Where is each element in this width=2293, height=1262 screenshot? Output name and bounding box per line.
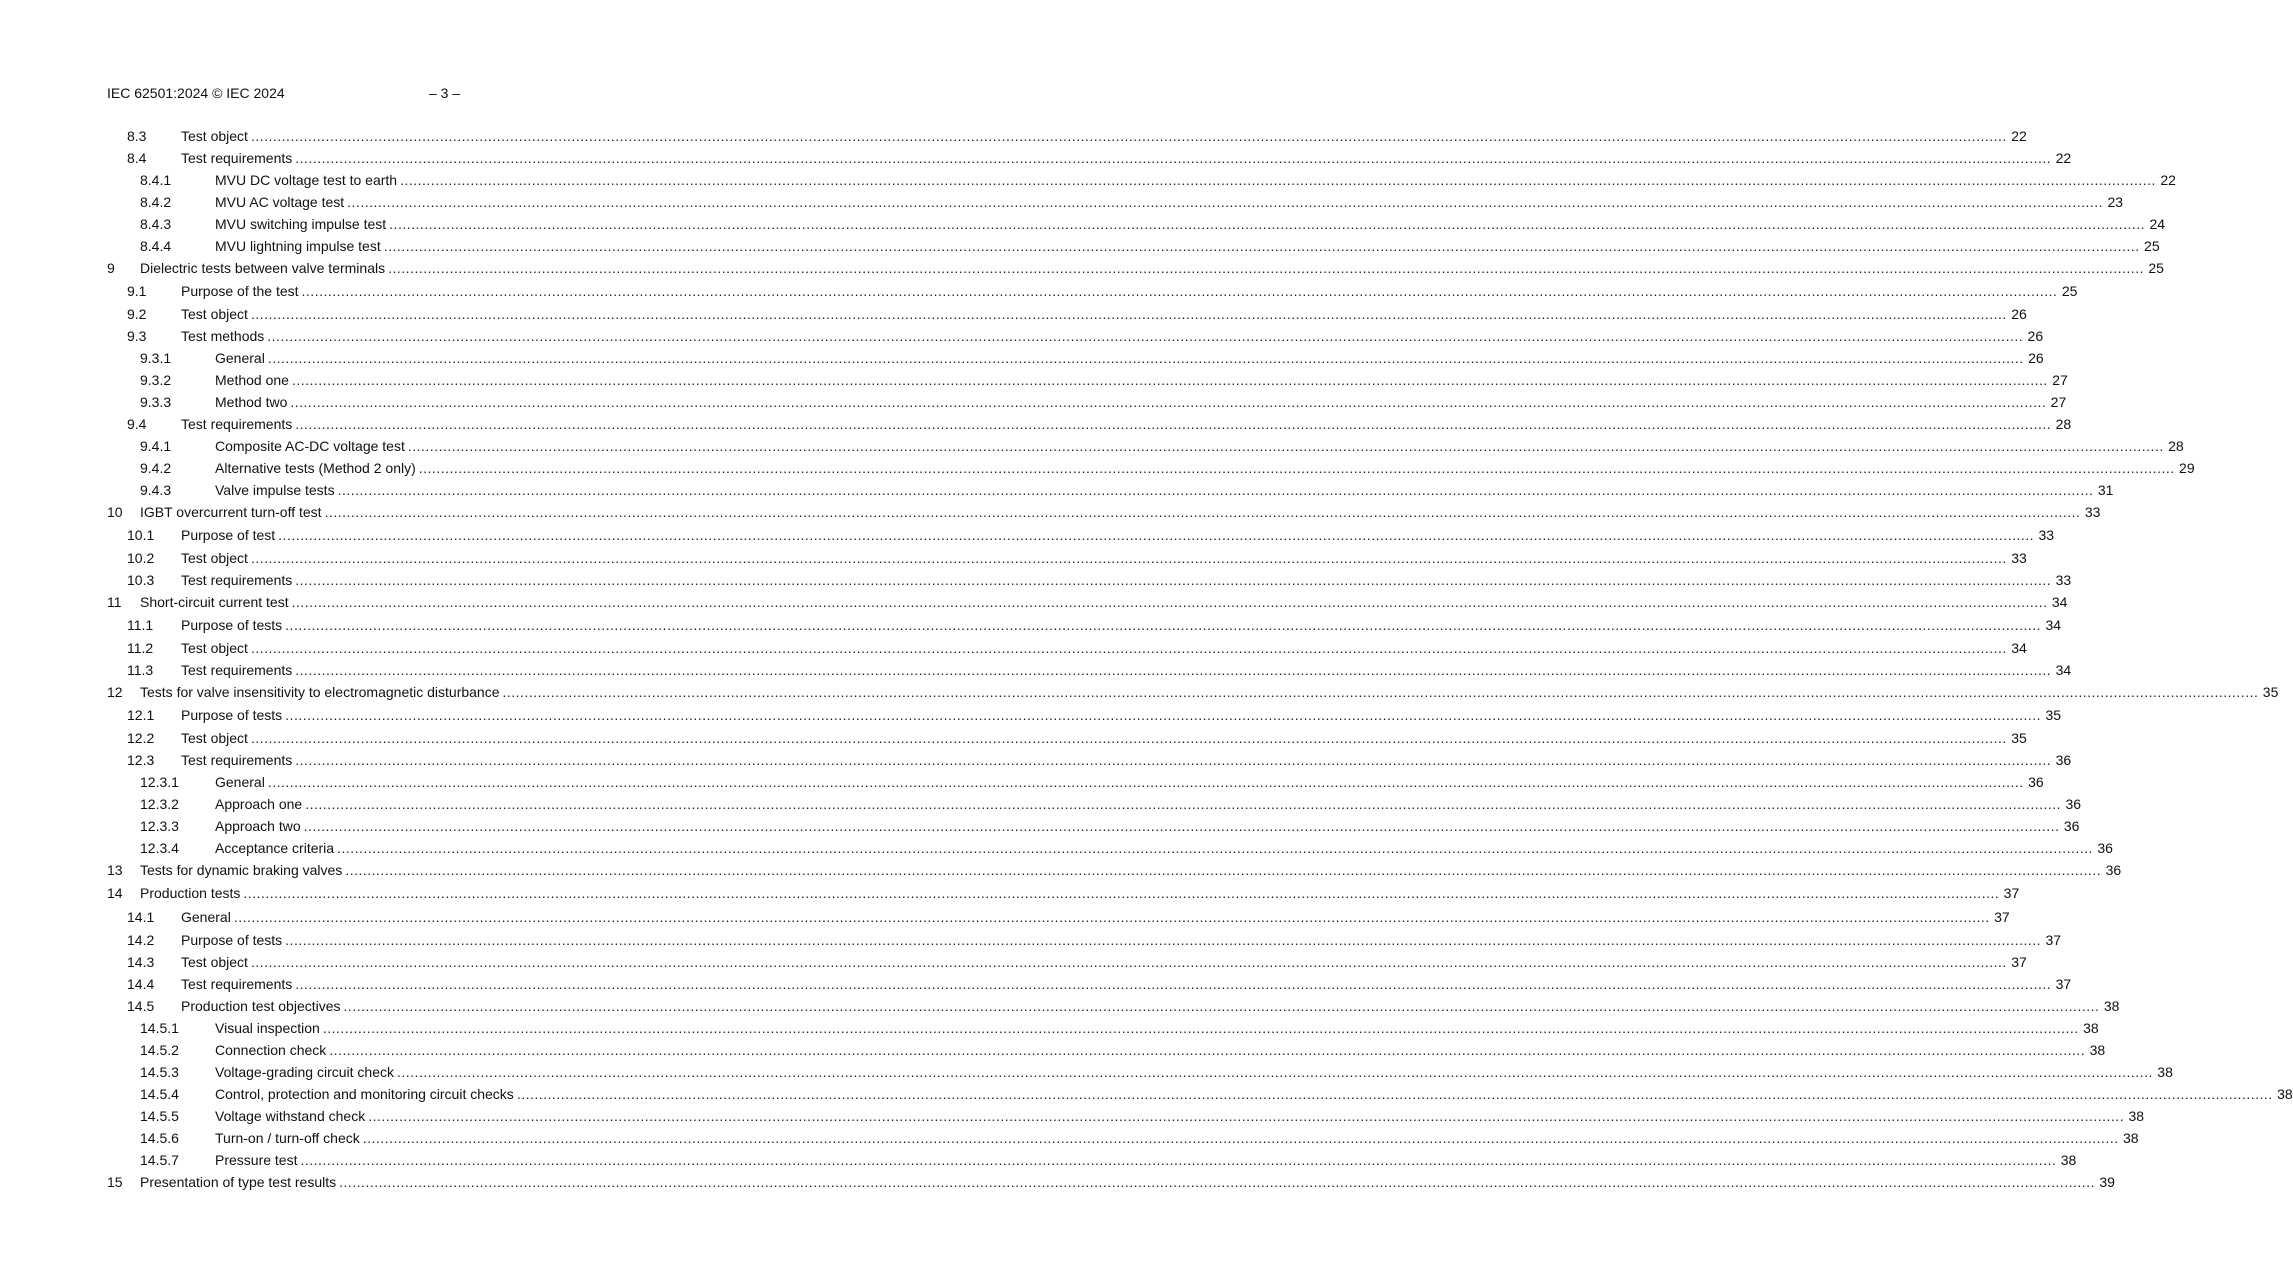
toc-entry-title: Visual inspection bbox=[215, 1020, 320, 1036]
toc-entry-page: 34 bbox=[2011, 640, 2027, 656]
toc-entry-page: 35 bbox=[2045, 707, 2062, 723]
toc-entry-number: 9.4.2 bbox=[140, 460, 172, 476]
toc-entry-number: 14.5.4 bbox=[140, 1086, 179, 1102]
dot-leader: ................................................................................................................................................................................................................................................................................................................................................................................................................ bbox=[397, 1064, 2153, 1080]
toc-entry-number: 11.3 bbox=[127, 662, 154, 678]
toc-entry-title: MVU switching impulse test bbox=[215, 216, 387, 232]
toc-entry-title: Purpose of tests bbox=[181, 617, 283, 633]
dot-leader: ................................................................................................................................................................................................................................................................................................................................................................................................................ bbox=[343, 998, 2100, 1014]
dot-leader: ................................................................................................................................................................................................................................................................................................................................................................................................................ bbox=[233, 909, 1990, 925]
toc-entry-page: 35 bbox=[2011, 730, 2027, 746]
toc-entry-title: Approach two bbox=[215, 818, 301, 834]
toc-entry-page: 37 bbox=[2045, 932, 2062, 948]
toc-entry[interactable] bbox=[107, 457, 2195, 479]
toc-entry[interactable] bbox=[107, 613, 2062, 637]
toc-entry[interactable] bbox=[107, 815, 2080, 837]
toc-entry-title: Test object bbox=[181, 306, 248, 322]
dot-leader: ................................................................................................................................................................................................................................................................................................................................................................................................................ bbox=[285, 932, 2042, 948]
toc-entry-number: 12.3.1 bbox=[140, 774, 179, 790]
toc-entry-page: 36 bbox=[2065, 796, 2082, 812]
toc-entry[interactable] bbox=[107, 523, 2055, 547]
toc-entry-title: General bbox=[215, 774, 265, 790]
dot-leader: ................................................................................................................................................................................................................................................................................................................................................................................................................ bbox=[389, 216, 2146, 232]
toc-entry-title: Turn-on / turn-off check bbox=[215, 1130, 360, 1146]
toc-entry-title: Tests for valve insensitivity to electromagnetic disturbance bbox=[140, 684, 500, 700]
toc-entry-number: 13 bbox=[107, 862, 123, 878]
toc-entry-title: Test object bbox=[181, 730, 248, 746]
toc-entry[interactable] bbox=[107, 703, 2062, 727]
toc-entry[interactable] bbox=[107, 1039, 2106, 1061]
toc-entry-number: 14.4 bbox=[127, 976, 155, 992]
toc-entry-page: 22 bbox=[2055, 150, 2072, 166]
toc-entry[interactable] bbox=[107, 771, 2044, 793]
toc-entry-title: Control, protection and monitoring circuit checks bbox=[215, 1086, 514, 1102]
toc-entry-title: Test object bbox=[181, 128, 248, 144]
toc-entry-page: 34 bbox=[2045, 617, 2062, 633]
toc-entry[interactable] bbox=[107, 591, 2068, 613]
toc-entry-page: 25 bbox=[2148, 260, 2164, 276]
dot-leader: ................................................................................................................................................................................................................................................................................................................................................................................................................ bbox=[337, 840, 2093, 856]
toc-entry-title: MVU lightning impulse test bbox=[215, 238, 381, 254]
toc-entry-number: 14.5.2 bbox=[140, 1042, 179, 1058]
toc-entry-title: Presentation of type test results bbox=[140, 1174, 337, 1190]
toc-entry-page: 36 bbox=[2097, 840, 2113, 856]
dot-leader: ................................................................................................................................................................................................................................................................................................................................................................................................................ bbox=[267, 774, 2024, 790]
dot-leader: ................................................................................................................................................................................................................................................................................................................................................................................................................ bbox=[502, 684, 2259, 700]
toc-entry-title: Test requirements bbox=[181, 572, 293, 588]
toc-entry-number: 9 bbox=[107, 260, 115, 276]
toc-entry-number: 9.2 bbox=[127, 306, 147, 322]
toc-entry[interactable] bbox=[107, 479, 2114, 501]
dot-leader: ................................................................................................................................................................................................................................................................................................................................................................................................................ bbox=[295, 416, 2052, 432]
toc-entry-page: 22 bbox=[2160, 172, 2176, 188]
dot-leader: ................................................................................................................................................................................................................................................................................................................................................................................................................ bbox=[291, 594, 2048, 610]
dot-leader: ................................................................................................................................................................................................................................................................................................................................................................................................................ bbox=[295, 662, 2052, 678]
toc-entry[interactable] bbox=[107, 681, 2279, 703]
dot-leader: ................................................................................................................................................................................................................................................................................................................................................................................................................ bbox=[322, 1020, 2079, 1036]
page-number: – 3 – bbox=[429, 85, 461, 101]
toc-entry-title: Voltage-grading circuit check bbox=[215, 1064, 394, 1080]
toc-entry-page: 29 bbox=[2179, 460, 2195, 476]
toc-entry-page: 37 bbox=[2011, 954, 2027, 970]
toc-entry-number: 9.3.2 bbox=[140, 372, 172, 388]
toc-entry-title: General bbox=[181, 909, 231, 925]
toc-entry-number: 12 bbox=[107, 684, 123, 700]
toc-entry-title: Test methods bbox=[181, 328, 265, 344]
dot-leader: ................................................................................................................................................................................................................................................................................................................................................................................................................ bbox=[383, 238, 2140, 254]
toc-entry[interactable] bbox=[107, 435, 2184, 457]
toc-entry-number: 14.2 bbox=[127, 932, 155, 948]
toc-entry-title: MVU DC voltage test to earth bbox=[215, 172, 398, 188]
dot-leader: ................................................................................................................................................................................................................................................................................................................................................................................................................ bbox=[329, 1042, 2086, 1058]
toc-entry-title: Voltage withstand check bbox=[215, 1108, 366, 1124]
toc-entry[interactable] bbox=[107, 369, 2068, 391]
dot-leader: ................................................................................................................................................................................................................................................................................................................................................................................................................ bbox=[301, 283, 2058, 299]
toc-entry-title: Tests for dynamic braking valves bbox=[140, 862, 343, 878]
toc-entry-title: Test requirements bbox=[181, 976, 293, 992]
toc-entry-title: Test object bbox=[181, 954, 248, 970]
toc-entry-title: Purpose of the test bbox=[181, 283, 299, 299]
toc-entry-number: 14.5.7 bbox=[140, 1152, 179, 1168]
dot-leader: ................................................................................................................................................................................................................................................................................................................................................................................................................ bbox=[418, 460, 2175, 476]
toc-entry-number: 12.3.2 bbox=[140, 796, 179, 812]
toc-entry-page: 33 bbox=[2011, 550, 2027, 566]
toc-entry-number: 12.3.4 bbox=[140, 840, 179, 856]
toc-entry-title: Valve impulse tests bbox=[215, 482, 335, 498]
toc-entry[interactable] bbox=[107, 1105, 2145, 1127]
toc-entry-number: 9.3.3 bbox=[140, 394, 172, 410]
toc-entry-page: 38 bbox=[2089, 1042, 2106, 1058]
toc-entry[interactable] bbox=[107, 1171, 2115, 1193]
dot-leader: ................................................................................................................................................................................................................................................................................................................................................................................................................ bbox=[407, 438, 2164, 454]
toc-entry[interactable] bbox=[107, 837, 2113, 859]
dot-leader: ................................................................................................................................................................................................................................................................................................................................................................................................................ bbox=[267, 328, 2024, 344]
toc-entry[interactable] bbox=[107, 279, 2078, 303]
toc-entry-number: 10.2 bbox=[127, 550, 155, 566]
toc-entry-page: 39 bbox=[2099, 1174, 2115, 1190]
toc-entry-title: Test object bbox=[181, 550, 248, 566]
dot-leader: ................................................................................................................................................................................................................................................................................................................................................................................................................ bbox=[295, 150, 2052, 166]
toc-entry-number: 14.5.3 bbox=[140, 1064, 179, 1080]
toc-entry-number: 12.2 bbox=[127, 730, 155, 746]
dot-leader: ................................................................................................................................................................................................................................................................................................................................................................................................................ bbox=[295, 572, 2052, 588]
dot-leader: ................................................................................................................................................................................................................................................................................................................................................................................................................ bbox=[278, 527, 2035, 543]
toc-entry-page: 38 bbox=[2128, 1108, 2145, 1124]
toc-entry-number: 8.4 bbox=[127, 150, 147, 166]
toc-entry-page: 26 bbox=[2028, 350, 2044, 366]
page-header bbox=[107, 85, 787, 105]
toc-entry-page: 24 bbox=[2149, 216, 2166, 232]
toc-entry-number: 12.1 bbox=[127, 707, 155, 723]
toc-entry[interactable] bbox=[107, 659, 2072, 681]
toc-entry[interactable] bbox=[107, 147, 2072, 169]
standard-reference: IEC 62501:2024 © IEC 2024 bbox=[107, 85, 285, 101]
toc-entry-title: IGBT overcurrent turn-off test bbox=[140, 504, 322, 520]
toc-entry-number: 8.3 bbox=[127, 128, 147, 144]
dot-leader: ................................................................................................................................................................................................................................................................................................................................................................................................................ bbox=[303, 818, 2060, 834]
toc-entry-title: Dielectric tests between valve terminals bbox=[140, 260, 386, 276]
toc-entry-title: Production tests bbox=[140, 885, 241, 901]
toc-entry-title: Composite AC-DC voltage test bbox=[215, 438, 405, 454]
toc-entry-page: 37 bbox=[2003, 885, 2020, 901]
toc-entry-title: Method two bbox=[215, 394, 288, 410]
toc-entry-number: 15 bbox=[107, 1174, 123, 1190]
dot-leader: ................................................................................................................................................................................................................................................................................................................................................................................................................ bbox=[324, 504, 2081, 520]
toc-entry[interactable] bbox=[107, 793, 2082, 815]
toc-entry-page: 26 bbox=[2027, 328, 2044, 344]
toc-entry[interactable] bbox=[107, 1127, 2139, 1149]
toc-entry-number: 9.1 bbox=[127, 283, 147, 299]
toc-entry-title: Production test objectives bbox=[181, 998, 341, 1014]
toc-entry-page: 33 bbox=[2055, 572, 2072, 588]
toc-entry-title: Test requirements bbox=[181, 662, 293, 678]
toc-entry-number: 10.3 bbox=[127, 572, 155, 588]
toc-entry[interactable] bbox=[107, 859, 2122, 881]
dot-leader: ................................................................................................................................................................................................................................................................................................................................................................................................................ bbox=[295, 976, 2052, 992]
toc-entry-number: 8.4.1 bbox=[140, 172, 172, 188]
toc-entry[interactable] bbox=[107, 1149, 2077, 1171]
dot-leader: ................................................................................................................................................................................................................................................................................................................................................................................................................ bbox=[400, 172, 2156, 188]
dot-leader: ................................................................................................................................................................................................................................................................................................................................................................................................................ bbox=[243, 885, 2000, 901]
toc-entry-page: 38 bbox=[2157, 1064, 2173, 1080]
dot-leader: ................................................................................................................................................................................................................................................................................................................................................................................................................ bbox=[285, 707, 2042, 723]
toc-entry-number: 10.1 bbox=[127, 527, 155, 543]
toc-entry-page: 25 bbox=[2061, 283, 2078, 299]
toc-entry[interactable] bbox=[107, 727, 2027, 749]
toc-entry-page: 37 bbox=[2055, 976, 2072, 992]
toc-entry[interactable] bbox=[107, 951, 2027, 973]
toc-entry[interactable] bbox=[107, 303, 2027, 325]
toc-entry-page: 35 bbox=[2262, 684, 2279, 700]
toc-entry-number: 9.4 bbox=[127, 416, 147, 432]
toc-entry-title: MVU AC voltage test bbox=[215, 194, 345, 210]
toc-entry-number: 14.1 bbox=[127, 909, 155, 925]
toc-entry-title: Purpose of test bbox=[181, 527, 276, 543]
dot-leader: ................................................................................................................................................................................................................................................................................................................................................................................................................ bbox=[295, 752, 2052, 768]
dot-leader: ................................................................................................................................................................................................................................................................................................................................................................................................................ bbox=[516, 1086, 2273, 1102]
toc-entry-number: 8.4.4 bbox=[140, 238, 172, 254]
toc-entry-page: 33 bbox=[2038, 527, 2055, 543]
toc-entry-title: Test requirements bbox=[181, 752, 293, 768]
dot-leader: ................................................................................................................................................................................................................................................................................................................................................................................................................ bbox=[250, 128, 2007, 144]
toc-entry[interactable] bbox=[107, 995, 2120, 1017]
toc-entry-title: Purpose of tests bbox=[181, 932, 283, 948]
toc-entry-title: Method one bbox=[215, 372, 289, 388]
toc-entry[interactable] bbox=[107, 637, 2027, 659]
toc-entry-page: 27 bbox=[2052, 372, 2068, 388]
toc-entry[interactable] bbox=[107, 413, 2072, 435]
toc-entry-page: 36 bbox=[2063, 818, 2080, 834]
dot-leader: ................................................................................................................................................................................................................................................................................................................................................................................................................ bbox=[339, 1174, 2095, 1190]
toc-entry[interactable] bbox=[107, 347, 2044, 369]
toc-entry-page: 28 bbox=[2168, 438, 2184, 454]
toc-entry-page: 34 bbox=[2051, 594, 2068, 610]
toc-entry-page: 36 bbox=[2028, 774, 2044, 790]
toc-entry-number: 14.5.5 bbox=[140, 1108, 179, 1124]
dot-leader: ................................................................................................................................................................................................................................................................................................................................................................................................................ bbox=[362, 1130, 2119, 1146]
toc-entry[interactable] bbox=[107, 1083, 2293, 1105]
dot-leader: ................................................................................................................................................................................................................................................................................................................................................................................................................ bbox=[368, 1108, 2125, 1124]
toc-entry-number: 9.4.3 bbox=[140, 482, 172, 498]
toc-entry[interactable] bbox=[107, 1061, 2173, 1083]
toc-entry-title: Connection check bbox=[215, 1042, 327, 1058]
toc-entry-number: 14.5 bbox=[127, 998, 155, 1014]
table-of-contents bbox=[107, 125, 2293, 1193]
toc-entry[interactable] bbox=[107, 547, 2027, 569]
toc-entry-number: 10 bbox=[107, 504, 123, 520]
toc-entry-page: 22 bbox=[2011, 128, 2027, 144]
toc-entry-page: 36 bbox=[2105, 862, 2122, 878]
dot-leader: ................................................................................................................................................................................................................................................................................................................................................................................................................ bbox=[250, 306, 2007, 322]
toc-entry-page: 38 bbox=[2103, 998, 2120, 1014]
dot-leader: ................................................................................................................................................................................................................................................................................................................................................................................................................ bbox=[291, 372, 2048, 388]
toc-entry[interactable] bbox=[107, 973, 2072, 995]
toc-entry-page: 23 bbox=[2107, 194, 2124, 210]
toc-entry-page: 26 bbox=[2011, 306, 2027, 322]
toc-entry-title: Test object bbox=[181, 640, 248, 656]
dot-leader: ................................................................................................................................................................................................................................................................................................................................................................................................................ bbox=[285, 617, 2042, 633]
toc-entry[interactable] bbox=[107, 569, 2072, 591]
toc-entry-number: 12.3 bbox=[127, 752, 155, 768]
toc-entry-page: 34 bbox=[2055, 662, 2072, 678]
toc-entry[interactable] bbox=[107, 125, 2027, 147]
toc-entry[interactable] bbox=[107, 391, 2067, 413]
toc-entry[interactable] bbox=[107, 749, 2072, 771]
toc-entry-title: Alternative tests (Method 2 only) bbox=[215, 460, 416, 476]
toc-entry[interactable] bbox=[107, 169, 2176, 191]
toc-entry-number: 12.3.3 bbox=[140, 818, 179, 834]
toc-entry[interactable] bbox=[107, 501, 2101, 523]
toc-entry-title: General bbox=[215, 350, 265, 366]
toc-entry-page: 33 bbox=[2084, 504, 2101, 520]
toc-entry[interactable] bbox=[107, 191, 2124, 213]
toc-entry-number: 9.3 bbox=[127, 328, 147, 344]
toc-entry-number: 9.4.1 bbox=[140, 438, 172, 454]
dot-leader: ................................................................................................................................................................................................................................................................................................................................................................................................................ bbox=[250, 954, 2007, 970]
toc-entry-page: 28 bbox=[2055, 416, 2072, 432]
toc-entry-title: Test requirements bbox=[181, 150, 293, 166]
dot-leader: ................................................................................................................................................................................................................................................................................................................................................................................................................ bbox=[290, 394, 2047, 410]
dot-leader: ................................................................................................................................................................................................................................................................................................................................................................................................................ bbox=[305, 796, 2062, 812]
toc-entry[interactable] bbox=[107, 929, 2062, 951]
toc-entry-number: 8.4.3 bbox=[140, 216, 172, 232]
toc-entry-number: 11.1 bbox=[127, 617, 154, 633]
toc-entry[interactable] bbox=[107, 881, 2020, 905]
dot-leader: ................................................................................................................................................................................................................................................................................................................................................................................................................ bbox=[250, 550, 2007, 566]
toc-entry-page: 38 bbox=[2060, 1152, 2077, 1168]
dot-leader: ................................................................................................................................................................................................................................................................................................................................................................................................................ bbox=[388, 260, 2144, 276]
dot-leader: ................................................................................................................................................................................................................................................................................................................................................................................................................ bbox=[337, 482, 2094, 498]
toc-entry-title: Purpose of tests bbox=[181, 707, 283, 723]
toc-entry-number: 14.3 bbox=[127, 954, 155, 970]
toc-entry-title: Short-circuit current test bbox=[140, 594, 289, 610]
toc-entry-page: 38 bbox=[2277, 1086, 2293, 1102]
toc-entry-title: Approach one bbox=[215, 796, 303, 812]
toc-entry-page: 25 bbox=[2144, 238, 2160, 254]
toc-entry-number: 11 bbox=[107, 594, 122, 610]
toc-entry-page: 37 bbox=[1994, 909, 2010, 925]
toc-entry-number: 14.5.1 bbox=[140, 1020, 179, 1036]
toc-entry[interactable] bbox=[107, 1017, 2099, 1039]
toc-entry[interactable] bbox=[107, 235, 2160, 257]
toc-entry-title: Test requirements bbox=[181, 416, 293, 432]
toc-entry-number: 14.5.6 bbox=[140, 1130, 179, 1146]
toc-entry[interactable] bbox=[107, 905, 2010, 929]
toc-entry-title: Pressure test bbox=[215, 1152, 298, 1168]
dot-leader: ................................................................................................................................................................................................................................................................................................................................................................................................................ bbox=[300, 1152, 2057, 1168]
dot-leader: ................................................................................................................................................................................................................................................................................................................................................................................................................ bbox=[250, 640, 2007, 656]
toc-entry-number: 11.2 bbox=[127, 640, 154, 656]
toc-entry-page: 27 bbox=[2050, 394, 2067, 410]
dot-leader: ................................................................................................................................................................................................................................................................................................................................................................................................................ bbox=[347, 194, 2104, 210]
toc-entry-title: Acceptance criteria bbox=[215, 840, 335, 856]
toc-entry-page: 36 bbox=[2055, 752, 2072, 768]
toc-entry-page: 31 bbox=[2097, 482, 2114, 498]
toc-entry-page: 38 bbox=[2083, 1020, 2099, 1036]
dot-leader: ................................................................................................................................................................................................................................................................................................................................................................................................................ bbox=[250, 730, 2007, 746]
toc-entry[interactable] bbox=[107, 325, 2044, 347]
toc-entry[interactable] bbox=[107, 213, 2166, 235]
toc-entry-number: 14 bbox=[107, 885, 123, 901]
toc-entry-page: 38 bbox=[2123, 1130, 2139, 1146]
toc-entry-number: 9.3.1 bbox=[140, 350, 172, 366]
dot-leader: ................................................................................................................................................................................................................................................................................................................................................................................................................ bbox=[345, 862, 2102, 878]
dot-leader: ................................................................................................................................................................................................................................................................................................................................................................................................................ bbox=[267, 350, 2024, 366]
toc-entry-number: 8.4.2 bbox=[140, 194, 172, 210]
toc-entry[interactable] bbox=[107, 257, 2164, 279]
